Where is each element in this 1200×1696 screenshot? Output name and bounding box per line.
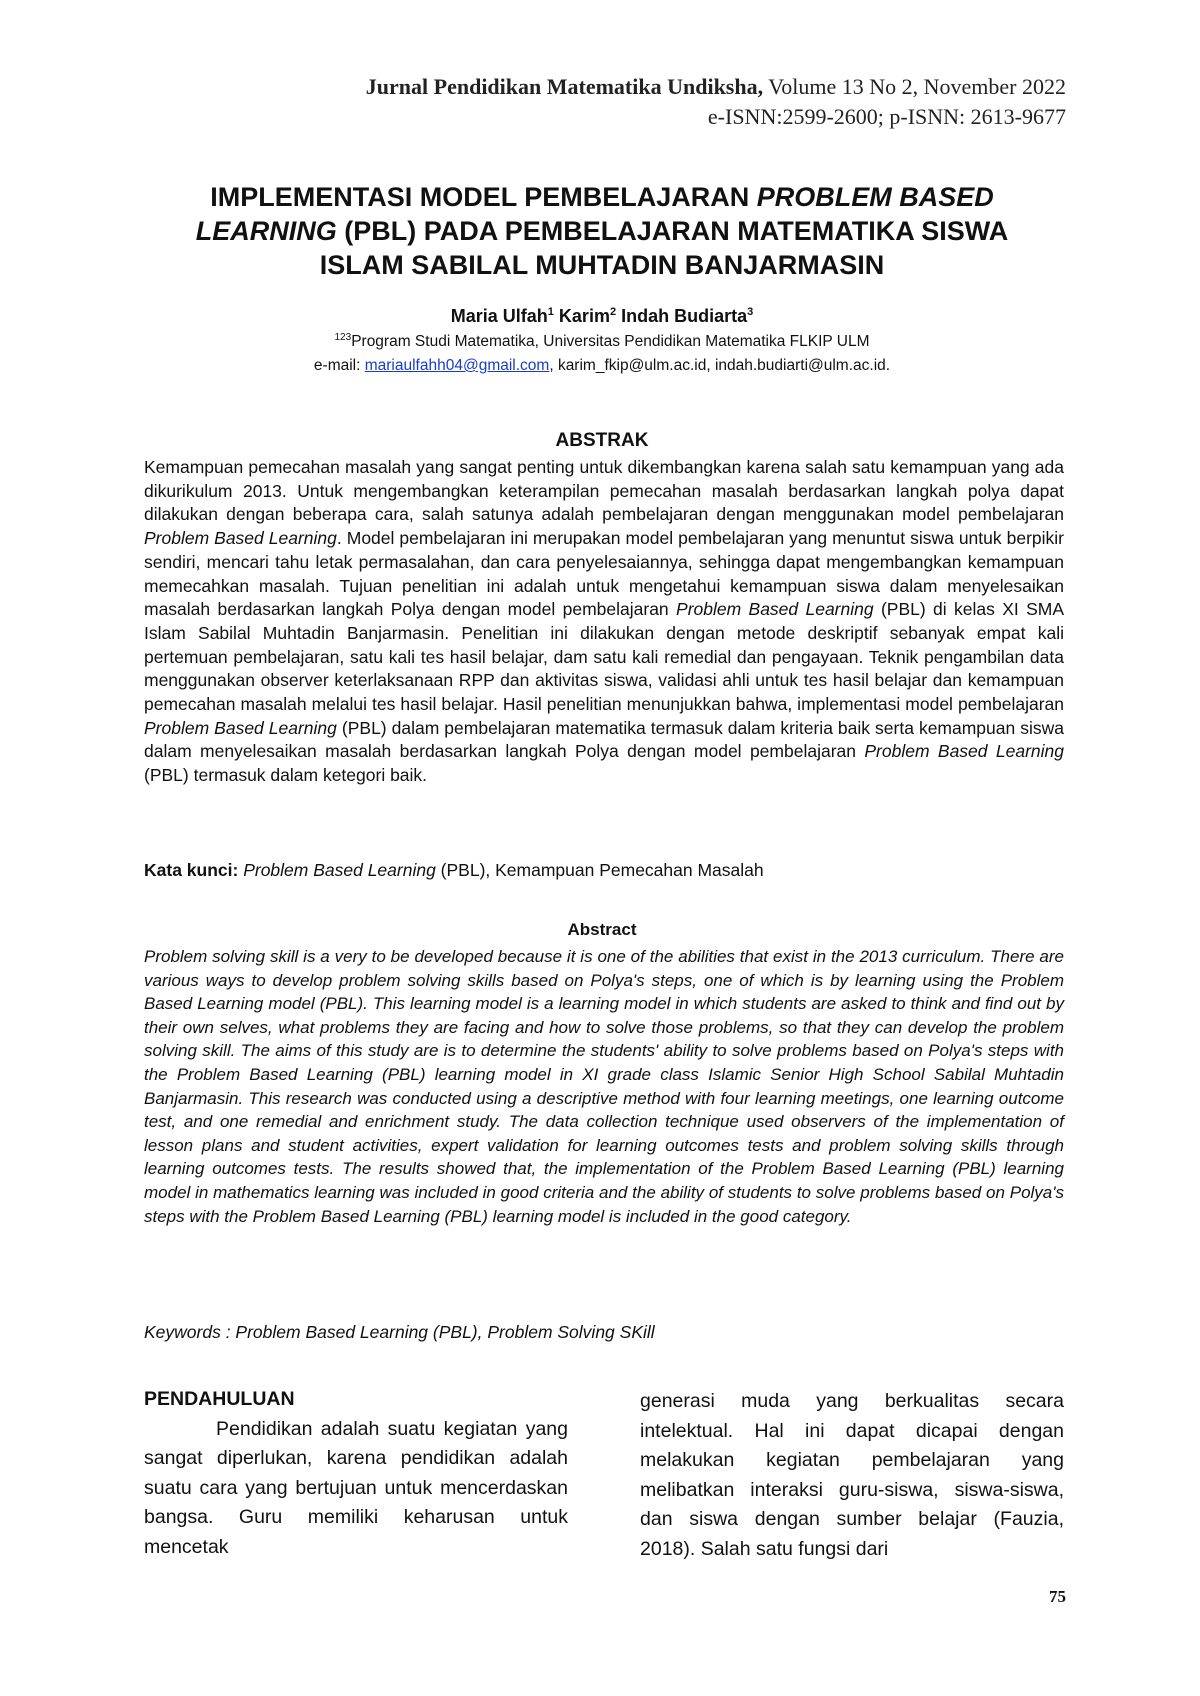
pendahuluan-heading: PENDAHULUAN: [144, 1388, 295, 1410]
author-name: Karim: [553, 306, 610, 326]
pendahuluan-right-text: generasi muda yang berkualitas secara intelektual. Hal ini dapat dicapai dengan melakukan kegiatan pembelajaran yang melibatkan interaksi guru-siswa, siswa-siswa, dan siswa dengan sumber belajar (Fauzia, 2018). Salah satu fungsi dari: [640, 1390, 1064, 1560]
author-sup: 1: [547, 306, 554, 318]
kata-kunci-text: (PBL), Kemampuan Pemecahan Masalah: [435, 860, 764, 880]
affiliation-text: Program Studi Matematika, Universitas Pendidikan Matematika FLKIP ULM: [351, 333, 870, 351]
journal-header: [366, 72, 1066, 132]
abstrak-body: [144, 456, 1064, 788]
affiliation: [140, 332, 1064, 351]
kata-kunci-italic: Problem Based Learning: [238, 860, 436, 880]
title-italic-part: PROBLEM BASED: [756, 182, 994, 212]
abstrak-text: (PBL) dalam pembelajaran matematika termasuk dalam kriteria baik serta kemampuan siswa dalam menyelesaikan masalah berdasarkan langkah Polya dengan model pembelajaran: [144, 717, 1065, 762]
journal-name: Jurnal Pendidikan Matematika Undiksha,: [365, 74, 764, 99]
abstrak-italic: Problem Based Learning: [676, 599, 874, 620]
abstrak-text: Kemampuan pemecahan masalah yang sangat penting untuk dikembangkan karena salah satu kemampuan yang ada dikurikulum 2013. Untuk mengembangkan keterampilan pemecahan masalah berdasarkan langkah polya dapat dilakukan dengan beberapa cara, salah satunya adalah pembelajaran dengan menggunakan model pembelajaran: [144, 457, 1064, 525]
journal-issn: e-ISNN:2599-2600; p-ISNN: 2613-9677: [707, 104, 1066, 129]
title-part: ISLAM SABILAL MUHTADIN BANJARMASIN: [319, 250, 885, 280]
kata-kunci-label: Kata kunci:: [144, 860, 239, 880]
abstrak-italic: Problem Based Learning: [864, 741, 1064, 762]
abstract-heading: Abstract: [567, 920, 637, 939]
intro-right-column: [640, 1387, 1064, 1564]
author-name: Maria Ulfah: [450, 306, 548, 326]
pendahuluan-left-text: Pendidikan adalah suatu kegiatan yang sangat diperlukan, karena pendidikan adalah suatu cara yang bertujuan untuk mencerdaskan bangsa. Guru memiliki keharusan untuk mencetak: [144, 1417, 568, 1558]
kata-kunci: [144, 860, 764, 881]
author-name: Indah Budiarta: [616, 306, 748, 326]
abstrak-italic: Problem Based Learning: [144, 717, 337, 738]
abstrak-text: (PBL) termasuk dalam ketegori baik.: [144, 765, 428, 786]
intro-left-column: [144, 1385, 568, 1562]
abstrak-text: . Model pembelajaran ini merupakan model pembelajaran yang menuntut siswa untuk berpikir sendiri, mencari tahu letak permasalahan, dan cara penyelesaiannya, sehingga dapat mengembangkan kemampuan memecahkan masalah. Tujuan penelitian ini adalah untuk mengetahui kemampuan siswa dalam menyelesaikan masalah berdasarkan langkah Polya dengan model pembelajaran: [144, 528, 1064, 620]
author-sup: 3: [747, 306, 754, 318]
author-sup: 2: [609, 306, 617, 318]
email-link[interactable]: mariaulfahh04@gmail.com: [364, 357, 550, 374]
journal-line: [366, 72, 1066, 102]
abstrak-italic: Problem Based Learning: [144, 528, 337, 549]
email-label: e-mail:: [313, 357, 365, 374]
title-part: (PBL) PADA PEMBELAJARAN MATEMATIKA SISWA: [336, 216, 1009, 246]
keywords: Keywords : Problem Based Learning (PBL), Problem Solving SKill: [144, 1322, 655, 1342]
email-rest: , karim_fkip@ulm.ac.id, indah.budiarti@ulm.ac.id.: [549, 357, 891, 374]
abstrak-heading: ABSTRAK: [555, 430, 649, 451]
author-list: [140, 306, 1064, 327]
abstrak-text: (PBL) di kelas XI SMA Islam Sabilal Muhtadin Banjarmasin. Penelitian ini dilakukan dengan metode deskriptif sebanyak empat kali pertemuan pembelajaran, satu kali tes hasil belajar, dam satu kali remedial dan pengayaan. Teknik pengambilan data menggunakan observer keterlaksanaan RPP dan aktivitas siswa, validasi ahli untuk tes hasil belajar dan kemampuan pemecahan masalah melalui tes hasil belajar. Hasil penelitian menunjukkan bahwa, implementasi model pembelajaran: [144, 599, 1064, 715]
email-line: [140, 357, 1064, 375]
title-italic-part: LEARNING: [195, 216, 337, 246]
abstract-body: Problem solving skill is a very to be developed because it is one of the abilities that exist in the 2013 curriculum. There are various ways to develop problem solving skills based on Polya's steps, one of which is by learning using the Problem Based Learning model (PBL). This learning model is a learning model in which students are asked to think and find out by their own selves, what problems they are facing and how to solve those problems, so that they can develop the problem solving skill. The aims of this study are is to determine the students' ability to solve problems based on Polya's steps with the Problem Based Learning (PBL) learning model in XI grade class Islamic Senior High School Sabilal Muhtadin Banjarmasin. This research was conducted using a descriptive method with four learning meetings, one learning outcome test, and one remedial and enrichment study. The data collection technique used observers of the implementation of lesson plans and student activities, expert validation for learning outcomes tests and problem solving skills through learning outcomes tests. The results showed that, the implementation of the Problem Based Learning (PBL) learning model in mathematics learning was included in good criteria and the ability of students to solve problems based on Polya's steps with the Problem Based Learning (PBL) learning model is included in the good category.: [144, 947, 1064, 1226]
affiliation-sup: 123: [334, 332, 352, 343]
title-part: IMPLEMENTASI MODEL PEMBELAJARAN: [210, 182, 757, 212]
paper-title: [140, 180, 1064, 282]
page-number: 75: [1049, 1587, 1066, 1606]
journal-volume: Volume 13 No 2, November 2022: [763, 74, 1066, 99]
